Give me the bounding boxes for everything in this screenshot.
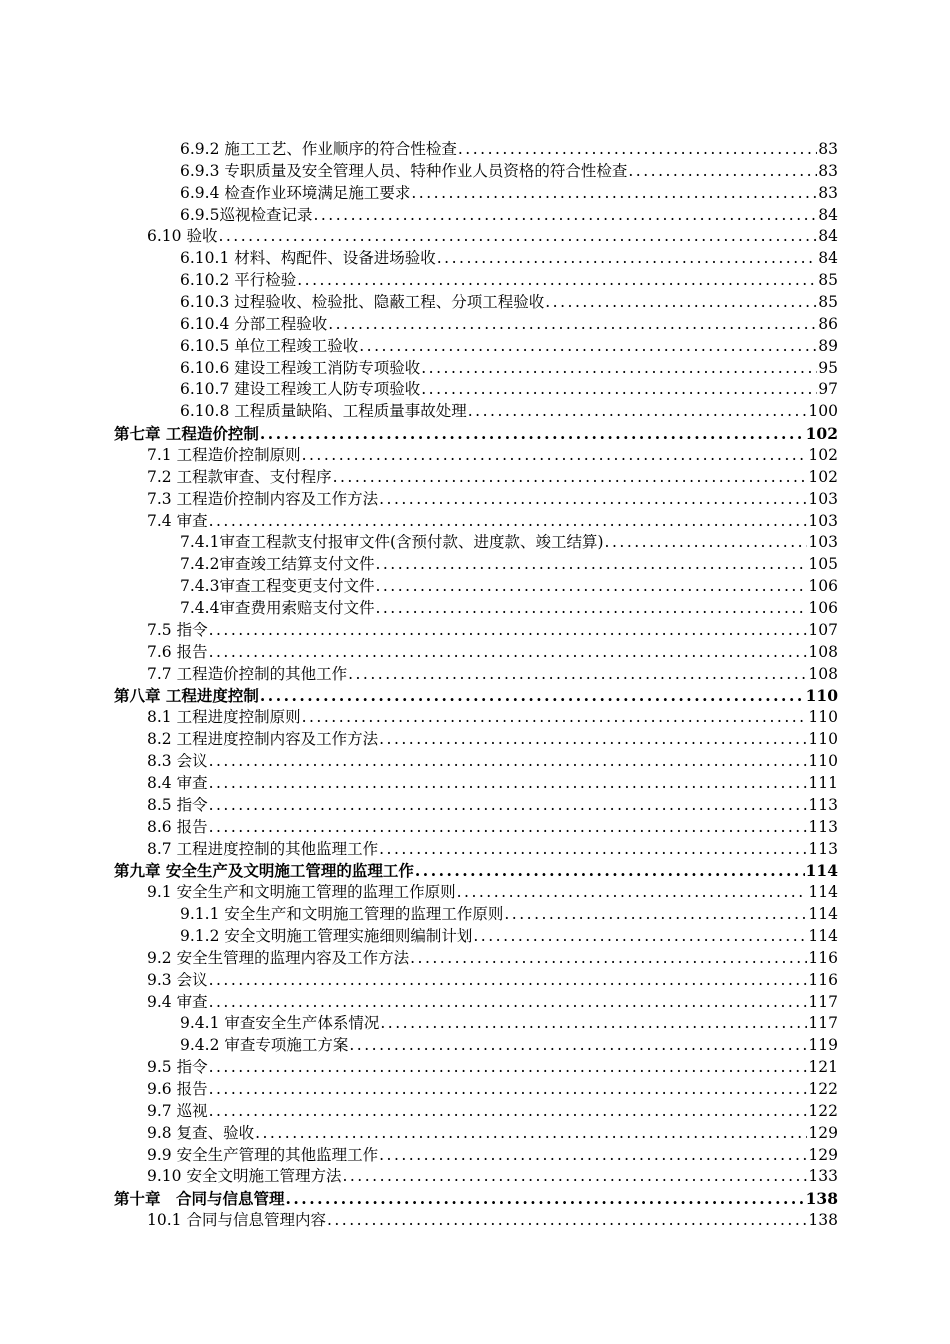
dot-leader bbox=[349, 1035, 807, 1057]
toc-entry[interactable] bbox=[0, 773, 950, 795]
dot-leader bbox=[209, 817, 808, 839]
toc-entry-row bbox=[180, 139, 838, 161]
toc-page-number: 110 bbox=[808, 752, 838, 771]
dot-leader bbox=[302, 445, 808, 467]
dot-leader bbox=[605, 532, 808, 554]
toc-page-number: 84 bbox=[818, 205, 838, 224]
toc-entry-title: 9.6 报告 bbox=[147, 1079, 208, 1098]
toc-entry[interactable] bbox=[0, 161, 950, 183]
toc-entry-title: 9.3 会议 bbox=[147, 970, 208, 989]
table-of-contents bbox=[0, 139, 950, 1232]
toc-entry-row bbox=[180, 292, 838, 314]
dot-leader bbox=[209, 511, 808, 533]
dot-leader bbox=[375, 554, 807, 576]
toc-entry-row bbox=[147, 970, 838, 992]
toc-page-number: 85 bbox=[818, 293, 838, 312]
toc-entry-row bbox=[147, 445, 838, 467]
toc-page-number: 102 bbox=[805, 424, 838, 444]
toc-entry-row bbox=[147, 773, 838, 795]
toc-entry[interactable] bbox=[0, 751, 950, 773]
dot-leader bbox=[545, 292, 817, 314]
dot-leader bbox=[375, 598, 807, 620]
dot-leader bbox=[421, 358, 817, 380]
toc-entry-row bbox=[180, 161, 838, 183]
toc-entry-row bbox=[180, 314, 838, 336]
toc-entry-row bbox=[180, 270, 838, 292]
dot-leader bbox=[260, 685, 805, 707]
toc-entry-title: 9.1.1 安全生产和文明施工管理的监理工作原则 bbox=[180, 905, 504, 924]
toc-page-number: 122 bbox=[808, 1101, 838, 1120]
dot-leader bbox=[260, 423, 805, 445]
toc-entry-title: 8.1 工程进度控制原则 bbox=[147, 708, 301, 727]
toc-page-number: 106 bbox=[808, 599, 838, 618]
dot-leader bbox=[209, 992, 808, 1014]
toc-page-number: 106 bbox=[808, 577, 838, 596]
toc-entry[interactable] bbox=[0, 226, 950, 248]
toc-page-number: 86 bbox=[818, 314, 838, 333]
dot-leader bbox=[410, 948, 807, 970]
toc-entry[interactable] bbox=[0, 795, 950, 817]
toc-entry-row bbox=[180, 358, 838, 380]
toc-entry-title: 7.4 审查 bbox=[147, 511, 208, 530]
toc-entry[interactable] bbox=[0, 1188, 950, 1210]
toc-entry[interactable] bbox=[0, 642, 950, 664]
toc-entry[interactable] bbox=[0, 1013, 950, 1035]
toc-entry-title: 第七章 工程造价控制 bbox=[114, 424, 259, 444]
toc-entry[interactable] bbox=[0, 532, 950, 554]
dot-leader bbox=[379, 1145, 807, 1167]
toc-entry[interactable] bbox=[0, 248, 950, 270]
toc-page-number: 103 bbox=[808, 489, 838, 508]
toc-entry-title: 7.1 工程造价控制原则 bbox=[147, 446, 301, 465]
toc-page-number: 121 bbox=[808, 1058, 838, 1077]
toc-entry-row bbox=[147, 992, 838, 1014]
toc-entry-title: 9.4.2 审查专项施工方案 bbox=[180, 1036, 349, 1055]
toc-entry[interactable] bbox=[0, 1035, 950, 1057]
toc-entry-title: 6.10.5 单位工程竣工验收 bbox=[180, 336, 359, 355]
toc-entry-title: 7.4.4审查费用索赔支付文件 bbox=[180, 599, 375, 618]
toc-entry-row bbox=[147, 729, 838, 751]
dot-leader bbox=[473, 926, 807, 948]
toc-entry-row bbox=[180, 379, 838, 401]
toc-entry-title: 10.1 合同与信息管理内容 bbox=[147, 1211, 326, 1230]
toc-entry-row bbox=[147, 620, 838, 642]
toc-entry-row bbox=[180, 248, 838, 270]
toc-entry-row bbox=[147, 817, 838, 839]
toc-page-number: 116 bbox=[808, 948, 838, 967]
toc-entry-title: 9.1.2 安全文明施工管理实施细则编制计划 bbox=[180, 926, 473, 945]
toc-entry-row bbox=[147, 839, 838, 861]
toc-entry[interactable] bbox=[0, 882, 950, 904]
toc-entry[interactable] bbox=[0, 1166, 950, 1188]
toc-entry-row bbox=[147, 664, 838, 686]
toc-entry[interactable] bbox=[0, 314, 950, 336]
toc-entry-title: 8.7 工程进度控制的其他监理工作 bbox=[147, 839, 379, 858]
toc-entry[interactable] bbox=[0, 554, 950, 576]
toc-page-number: 119 bbox=[808, 1036, 838, 1055]
toc-entry-title: 9.1 安全生产和文明施工管理的监理工作原则 bbox=[147, 883, 456, 902]
toc-entry-title: 7.4.2审查竣工结算支付文件 bbox=[180, 555, 375, 574]
dot-leader bbox=[379, 489, 807, 511]
toc-page-number: 95 bbox=[818, 358, 838, 377]
toc-entry[interactable] bbox=[0, 467, 950, 489]
toc-entry-title: 6.10.2 平行检验 bbox=[180, 271, 297, 290]
toc-entry-title: 第九章 安全生产及文明施工管理的监理工作 bbox=[114, 861, 414, 881]
dot-leader bbox=[209, 642, 808, 664]
toc-page-number: 122 bbox=[808, 1079, 838, 1098]
toc-page-number: 138 bbox=[808, 1211, 838, 1230]
toc-entry-row bbox=[147, 489, 838, 511]
toc-page-number: 110 bbox=[808, 708, 838, 727]
toc-entry-title: 6.10.1 材料、构配件、设备进场验收 bbox=[180, 249, 436, 268]
toc-page-number: 138 bbox=[805, 1189, 838, 1209]
toc-entry-row bbox=[147, 1145, 838, 1167]
dot-leader bbox=[468, 401, 808, 423]
toc-entry-title: 8.3 会议 bbox=[147, 752, 208, 771]
toc-page-number: 89 bbox=[818, 336, 838, 355]
toc-entry-row bbox=[114, 860, 838, 882]
toc-page-number: 108 bbox=[808, 664, 838, 683]
toc-entry-title: 9.4.1 审查安全生产体系情况 bbox=[180, 1014, 380, 1033]
dot-leader bbox=[415, 860, 805, 882]
toc-entry-title: 6.9.5巡视检查记录 bbox=[180, 205, 313, 224]
dot-leader bbox=[209, 795, 808, 817]
toc-entry[interactable] bbox=[0, 904, 950, 926]
toc-entry-row bbox=[147, 226, 838, 248]
toc-entry[interactable] bbox=[0, 139, 950, 161]
toc-entry[interactable] bbox=[0, 401, 950, 423]
toc-entry-row bbox=[180, 183, 838, 205]
toc-page-number: 108 bbox=[808, 642, 838, 661]
toc-entry[interactable] bbox=[0, 1101, 950, 1123]
toc-entry-row bbox=[180, 598, 838, 620]
toc-page-number: 107 bbox=[808, 620, 838, 639]
toc-page-number: 117 bbox=[808, 992, 838, 1011]
toc-entry-row bbox=[147, 1101, 838, 1123]
toc-page-number: 116 bbox=[808, 970, 838, 989]
dot-leader bbox=[348, 664, 807, 686]
toc-entry[interactable] bbox=[0, 598, 950, 620]
toc-page-number: 111 bbox=[808, 773, 838, 792]
toc-page-number: 102 bbox=[808, 446, 838, 465]
toc-entry[interactable] bbox=[0, 620, 950, 642]
toc-entry-row bbox=[147, 467, 838, 489]
dot-leader bbox=[209, 970, 808, 992]
dot-leader bbox=[286, 1188, 805, 1210]
dot-leader bbox=[209, 751, 808, 773]
toc-entry-title: 7.2 工程款审查、支付程序 bbox=[147, 467, 332, 486]
toc-page-number: 110 bbox=[805, 686, 838, 706]
toc-page-number: 114 bbox=[805, 861, 838, 881]
toc-entry-row bbox=[147, 751, 838, 773]
dot-leader bbox=[437, 248, 818, 270]
toc-entry-title: 8.4 审查 bbox=[147, 773, 208, 792]
dot-leader bbox=[313, 205, 817, 227]
toc-entry-title: 9.5 指令 bbox=[147, 1058, 208, 1077]
toc-entry-row bbox=[147, 948, 838, 970]
dot-leader bbox=[421, 379, 817, 401]
toc-page-number: 84 bbox=[818, 249, 838, 268]
toc-entry[interactable] bbox=[0, 1210, 950, 1232]
toc-entry-row bbox=[180, 1013, 838, 1035]
toc-entry-row bbox=[147, 1057, 838, 1079]
toc-entry[interactable] bbox=[0, 948, 950, 970]
dot-leader bbox=[628, 161, 817, 183]
toc-entry[interactable] bbox=[0, 1145, 950, 1167]
dot-leader bbox=[297, 270, 817, 292]
toc-entry[interactable] bbox=[0, 664, 950, 686]
toc-entry-title: 8.6 报告 bbox=[147, 817, 208, 836]
dot-leader bbox=[209, 1079, 808, 1101]
toc-entry[interactable] bbox=[0, 970, 950, 992]
toc-page-number: 110 bbox=[808, 730, 838, 749]
toc-entry-title: 6.10.6 建设工程竣工消防专项验收 bbox=[180, 358, 421, 377]
toc-page-number: 103 bbox=[808, 511, 838, 530]
toc-entry-row bbox=[147, 642, 838, 664]
toc-entry-title: 9.9 安全生产管理的其他监理工作 bbox=[147, 1145, 379, 1164]
toc-entry-row bbox=[147, 707, 838, 729]
toc-entry[interactable] bbox=[0, 270, 950, 292]
toc-entry[interactable] bbox=[0, 817, 950, 839]
toc-entry-title: 6.9.4 检查作业环境满足施工要求 bbox=[180, 183, 411, 202]
toc-entry[interactable] bbox=[0, 839, 950, 861]
toc-entry-title: 7.5 指令 bbox=[147, 620, 208, 639]
toc-entry-row bbox=[114, 1188, 838, 1210]
toc-entry[interactable] bbox=[0, 576, 950, 598]
toc-entry-row bbox=[180, 926, 838, 948]
toc-page-number: 129 bbox=[808, 1123, 838, 1142]
toc-page-number: 83 bbox=[818, 183, 838, 202]
toc-entry-title: 6.9.3 专职质量及安全管理人员、特种作业人员资格的符合性检查 bbox=[180, 161, 628, 180]
toc-page-number: 83 bbox=[818, 161, 838, 180]
dot-leader bbox=[255, 1123, 807, 1145]
toc-entry[interactable] bbox=[0, 423, 950, 445]
dot-leader bbox=[209, 1057, 808, 1079]
toc-entry-row bbox=[180, 205, 838, 227]
toc-entry-title: 6.10.8 工程质量缺陷、工程质量事故处理 bbox=[180, 402, 467, 421]
toc-entry-title: 7.6 报告 bbox=[147, 642, 208, 661]
toc-entry-title: 第八章 工程进度控制 bbox=[114, 686, 259, 706]
toc-page-number: 133 bbox=[808, 1167, 838, 1186]
toc-entry-title: 7.3 工程造价控制内容及工作方法 bbox=[147, 489, 379, 508]
toc-entry[interactable] bbox=[0, 358, 950, 380]
toc-entry-row bbox=[180, 532, 838, 554]
dot-leader bbox=[359, 336, 817, 358]
toc-entry-row bbox=[147, 882, 838, 904]
toc-entry-row bbox=[180, 576, 838, 598]
toc-entry-row bbox=[180, 904, 838, 926]
toc-entry[interactable] bbox=[0, 1079, 950, 1101]
toc-entry-title: 第十章 合同与信息管理 bbox=[114, 1189, 285, 1209]
dot-leader bbox=[209, 620, 808, 642]
toc-page-number: 103 bbox=[808, 533, 838, 552]
toc-entry-title: 6.9.2 施工工艺、作业顺序的符合性检查 bbox=[180, 140, 457, 158]
toc-entry-title: 8.2 工程进度控制内容及工作方法 bbox=[147, 730, 379, 749]
toc-entry-row bbox=[180, 554, 838, 576]
toc-entry-row bbox=[147, 1210, 838, 1232]
toc-entry-title: 7.4.1审查工程款支付报审文件(含预付款、进度款、竣工结算) bbox=[180, 533, 604, 552]
toc-entry[interactable] bbox=[0, 992, 950, 1014]
dot-leader bbox=[327, 1210, 807, 1232]
toc-entry-title: 6.10.7 建设工程竣工人防专项验收 bbox=[180, 380, 421, 399]
toc-entry[interactable] bbox=[0, 489, 950, 511]
toc-entry-title: 6.10 验收 bbox=[147, 227, 218, 246]
toc-entry-title: 6.10.4 分部工程验收 bbox=[180, 314, 328, 333]
toc-entry[interactable] bbox=[0, 860, 950, 882]
toc-entry-title: 8.5 指令 bbox=[147, 795, 208, 814]
toc-entry[interactable] bbox=[0, 707, 950, 729]
toc-entry[interactable] bbox=[0, 445, 950, 467]
dot-leader bbox=[218, 226, 817, 248]
toc-page-number: 84 bbox=[818, 227, 838, 246]
toc-page-number: 113 bbox=[808, 817, 838, 836]
toc-entry-title: 6.10.3 过程验收、检验批、隐蔽工程、分项工程验收 bbox=[180, 293, 545, 312]
toc-entry[interactable] bbox=[0, 1057, 950, 1079]
dot-leader bbox=[504, 904, 807, 926]
dot-leader bbox=[209, 773, 808, 795]
toc-entry[interactable] bbox=[0, 379, 950, 401]
toc-entry-title: 9.10 安全文明施工管理方法 bbox=[147, 1167, 342, 1186]
toc-page-number: 102 bbox=[808, 467, 838, 486]
toc-entry-title: 9.8 复查、验收 bbox=[147, 1123, 255, 1142]
toc-page-number: 114 bbox=[808, 883, 838, 902]
toc-entry[interactable] bbox=[0, 511, 950, 533]
toc-entry-title: 7.7 工程造价控制的其他工作 bbox=[147, 664, 348, 683]
dot-leader bbox=[379, 839, 807, 861]
toc-entry-row bbox=[180, 401, 838, 423]
toc-entry-title: 9.7 巡视 bbox=[147, 1101, 208, 1120]
toc-entry-title: 9.4 审查 bbox=[147, 992, 208, 1011]
toc-entry-row bbox=[147, 1123, 838, 1145]
toc-page-number: 117 bbox=[808, 1014, 838, 1033]
dot-leader bbox=[342, 1166, 807, 1188]
toc-page-number: 85 bbox=[818, 271, 838, 290]
dot-leader bbox=[411, 183, 817, 205]
toc-entry[interactable] bbox=[0, 205, 950, 227]
toc-entry[interactable] bbox=[0, 1123, 950, 1145]
toc-entry-row bbox=[114, 685, 838, 707]
toc-entry-title: 7.4.3审查工程变更支付文件 bbox=[180, 577, 375, 596]
toc-page-number: 113 bbox=[808, 839, 838, 858]
toc-page-number: 105 bbox=[808, 555, 838, 574]
dot-leader bbox=[457, 882, 808, 904]
dot-leader bbox=[458, 139, 817, 161]
toc-entry-row bbox=[147, 795, 838, 817]
toc-page-number: 114 bbox=[808, 926, 838, 945]
dot-leader bbox=[302, 707, 808, 729]
toc-entry[interactable] bbox=[0, 685, 950, 707]
toc-page-number: 100 bbox=[808, 402, 838, 421]
dot-leader bbox=[333, 467, 808, 489]
toc-entry[interactable] bbox=[0, 729, 950, 751]
toc-page-number: 129 bbox=[808, 1145, 838, 1164]
dot-leader bbox=[379, 729, 807, 751]
toc-entry-row bbox=[147, 511, 838, 533]
toc-entry-row bbox=[180, 336, 838, 358]
toc-entry-title: 9.2 安全生管理的监理内容及工作方法 bbox=[147, 948, 410, 967]
dot-leader bbox=[375, 576, 807, 598]
toc-entry[interactable] bbox=[0, 336, 950, 358]
toc-entry[interactable] bbox=[0, 926, 950, 948]
toc-page-number: 83 bbox=[818, 140, 838, 158]
dot-leader bbox=[328, 314, 817, 336]
toc-entry-row bbox=[147, 1079, 838, 1101]
toc-entry-row bbox=[180, 1035, 838, 1057]
toc-entry-row bbox=[147, 1166, 838, 1188]
toc-page-number: 113 bbox=[808, 795, 838, 814]
dot-leader bbox=[380, 1013, 807, 1035]
toc-page-number: 97 bbox=[818, 380, 838, 399]
toc-entry[interactable] bbox=[0, 183, 950, 205]
toc-entry[interactable] bbox=[0, 292, 950, 314]
toc-entry-row bbox=[114, 423, 838, 445]
toc-page-number: 114 bbox=[808, 905, 838, 924]
dot-leader bbox=[209, 1101, 808, 1123]
